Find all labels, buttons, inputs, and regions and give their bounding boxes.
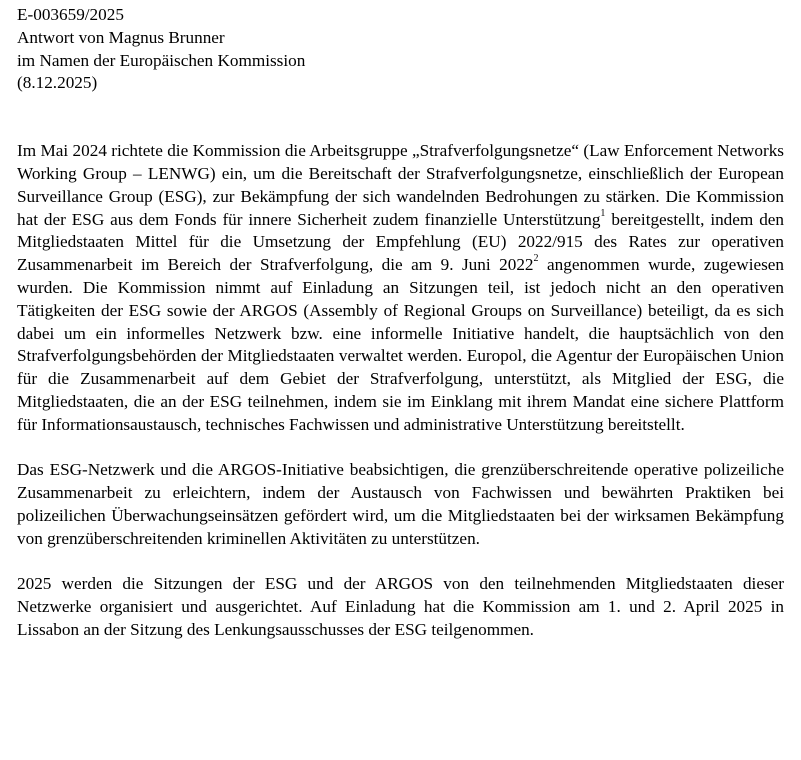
footnote-marker-2: 2: [533, 253, 539, 265]
on-behalf-line: im Namen der Europäischen Kommission: [17, 50, 306, 70]
paragraph-1-part-c: angenommen wurde, zugewiesen wurden. Die Kommission nimmt auf Einladung an Sitzungen teil, ist jedoch nicht an den operativen Tätigkeiten der ESG sowie der ARGOS (Assembly of Regional Groups on Surveillance) beteiligt, da es sich dabei um ein informelles Netzwerk bzw. eine informelle Initiative handelt, die hauptsächlich von den Strafverfolgungsbehörden der Mitgliedstaaten verwaltet werden. Europol, die Agentur der Europäischen Union für die Zusammenarbeit auf dem Gebiet der Strafverfolgung, unterstützt, als Mitglied der ESG, die Mitgliedstaaten, die an der ESG teilnehmen, indem sie im Einklang mit ihrem Mandat eine sichere Plattform für Informationsaustausch, technisches Fachwissen und administrative Unterstützung bereitstellt.: [17, 255, 785, 434]
paragraph-1-part-a: Im Mai 2024 richtete die Kommission die Arbeitsgruppe „Strafverfolgungsnetze“ (Law Enforcement Networks Working Group – LENWG) ein, um die Bereitschaft der Strafverfolgungsnetze, einschließlich der European Surveillance Group (ESG), zur Bekämpfung der sich wandelnden Bedrohungen zu stärken. Die Kommission hat der ESG aus dem Fonds für innere Sicherheit zudem finanzielle Unterstützung: [17, 141, 784, 229]
answer-author: Antwort von Magnus Brunner: [17, 27, 225, 47]
paragraph-2: Das ESG-Netzwerk und die ARGOS-Initiative beabsichtigen, die grenzüberschreitende operative polizeiliche Zusammenarbeit zu erleichtern, indem der Austausch von Fachwissen und bewährten Praktiken bei polizeilichen Überwachungseinsätzen gefördert wird, um die Mitgliedstaaten bei der wirksamen Bekämpfung von grenzüberschreitenden kriminellen Aktivitäten zu unterstützen.: [17, 460, 784, 548]
paragraph-1: [17, 140, 784, 436]
paragraph-1-part-b: bereitgestellt, indem den Mitgliedstaaten Mittel für die Umsetzung der Empfehlung (EU) 2022/915 des Rates zur operativen Zusammenarbeit im Bereich der Strafverfolgung, die am 9. Juni 2022: [17, 209, 785, 275]
footnote-marker-1: 1: [600, 207, 606, 219]
reference-number: E-003659/2025: [17, 5, 124, 24]
document-page: [17, 4, 784, 665]
paragraph-3: 2025 werden die Sitzungen der ESG und der ARGOS von den teilnehmenden Mitgliedstaaten dieser Netzwerke organisiert und ausgerichtet. Auf Einladung hat die Kommission am 1. und 2. April 2025 in Lissabon an der Sitzung des Lenkungsausschusses der ESG teilgenommen.: [17, 574, 784, 639]
answer-header: [17, 4, 784, 95]
answer-date: (8.12.2025): [17, 73, 98, 93]
